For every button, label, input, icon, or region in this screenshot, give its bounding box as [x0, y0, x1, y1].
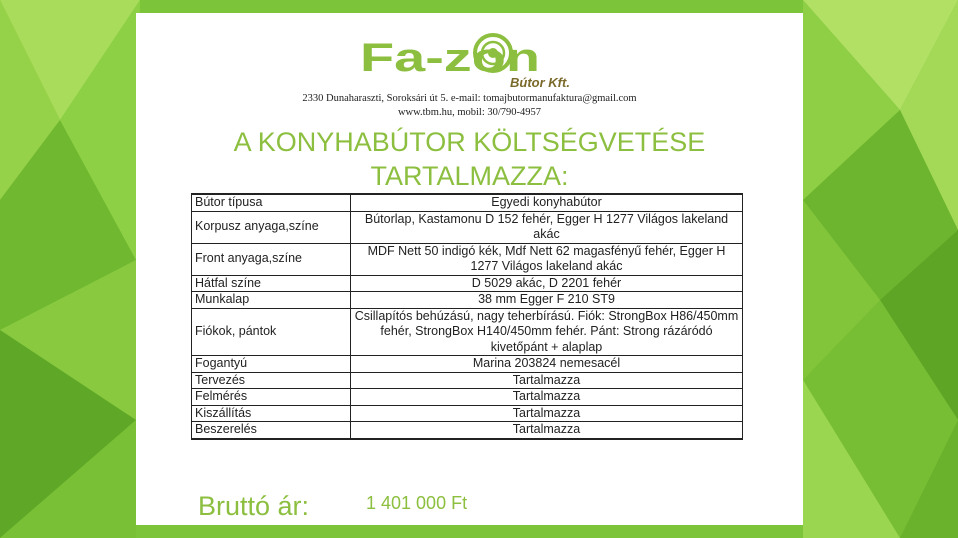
- row-label: Hátfal színe: [192, 275, 351, 292]
- table-row: [192, 211, 743, 243]
- table-row: [192, 308, 743, 356]
- row-label: Korpusz anyaga,színe: [192, 211, 351, 243]
- table-row: [192, 372, 743, 389]
- title-line-1: A KONYHABÚTOR KÖLTSÉGVETÉSE: [233, 127, 706, 157]
- contact-line-address: 2330 Dunaharaszti, Soroksári út 5. e-mail: tomajbutormanufaktura@gmail.com: [302, 93, 637, 104]
- row-label: Felmérés: [192, 389, 351, 406]
- price-label: Bruttó ár:: [198, 491, 310, 521]
- row-value: D 5029 akác, D 2201 fehér: [351, 275, 743, 292]
- fazon-logo: [358, 27, 588, 89]
- row-value: Egyedi konyhabútor: [351, 194, 743, 211]
- row-label: Beszerelés: [192, 422, 351, 439]
- row-value: Bútorlap, Kastamonu D 152 fehér, Egger H 1277 Világos lakeland akác: [351, 211, 743, 243]
- row-value: Csillapítós behúzású, nagy teherbírású. Fiók: StrongBox H86/450mm fehér, StrongBox H140/450mm fehér. Pánt: Strong rázáródó kivetőpánt + alaplap: [351, 308, 743, 356]
- svg-text:Bútor Kft.: Bútor Kft.: [510, 75, 570, 89]
- row-label: Bútor típusa: [192, 194, 351, 211]
- row-label: Front anyaga,színe: [192, 243, 351, 275]
- row-label: Fiókok, pántok: [192, 308, 351, 356]
- table-row: [192, 405, 743, 422]
- table-row: [192, 292, 743, 309]
- price-value: 1 401 000 Ft: [366, 493, 468, 513]
- table-row: [192, 389, 743, 406]
- row-value: Marina 203824 nemesacél: [351, 356, 743, 373]
- row-value: 38 mm Egger F 210 ST9: [351, 292, 743, 309]
- table-row: [192, 275, 743, 292]
- table-row: [192, 194, 743, 211]
- table-row: [192, 356, 743, 373]
- table-row: [192, 422, 743, 439]
- row-value: Tartalmazza: [351, 372, 743, 389]
- row-label: Munkalap: [192, 292, 351, 309]
- row-value: Tartalmazza: [351, 422, 743, 439]
- svg-text:Fa-zon: Fa-zon: [360, 36, 540, 80]
- contact-line-web: www.tbm.hu, mobil: 30/790-4957: [397, 107, 542, 118]
- row-label: Kiszállítás: [192, 405, 351, 422]
- row-label: Fogantyú: [192, 356, 351, 373]
- document-slide: [136, 13, 803, 525]
- row-label: Tervezés: [192, 372, 351, 389]
- row-value: Tartalmazza: [351, 405, 743, 422]
- budget-table: [191, 193, 743, 440]
- table-row: [192, 243, 743, 275]
- title-line-2: TARTALMAZZA:: [370, 161, 569, 191]
- row-value: Tartalmazza: [351, 389, 743, 406]
- page-title: [136, 125, 803, 193]
- row-value: MDF Nett 50 indigó kék, Mdf Nett 62 magasfényű fehér, Egger H 1277 Világos lakeland akác: [351, 243, 743, 275]
